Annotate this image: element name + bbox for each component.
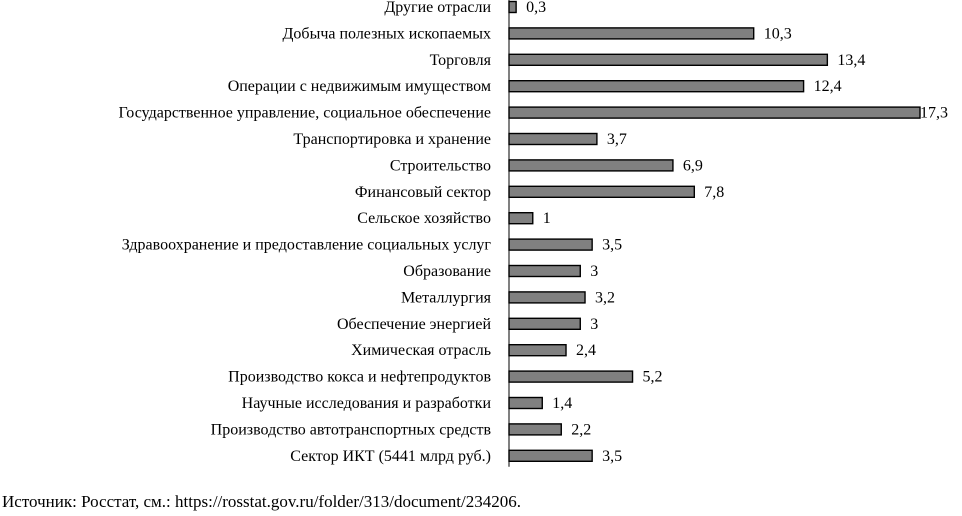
- category-label: Химическая отрасль: [351, 342, 491, 360]
- value-label: 13,4: [837, 51, 866, 69]
- bar: [509, 398, 542, 409]
- category-label: Операции с недвижимым имуществом: [227, 78, 491, 96]
- category-label: Металлургия: [401, 289, 491, 307]
- value-label: 3,2: [595, 289, 616, 307]
- value-labels: [526, 0, 948, 465]
- bars: [509, 2, 920, 462]
- value-label: 3: [590, 315, 599, 333]
- bar: [509, 160, 673, 171]
- category-label: Сектор ИКТ (5441 млрд руб.): [290, 447, 491, 465]
- category-label: Обеспечение энергией: [336, 315, 491, 333]
- bar: [509, 2, 516, 13]
- source-note: Источник: Росстат, см.: https://rosstat.gov.ru/folder/313/document/234206.: [2, 492, 521, 511]
- category-label: Здравоохранение и предоставление социальных услуг: [121, 236, 491, 254]
- value-label: 5,2: [642, 368, 663, 386]
- bar: [509, 424, 561, 435]
- bar: [509, 318, 580, 329]
- bar: [509, 239, 592, 250]
- category-label: Производство автотранспортных средств: [210, 421, 491, 439]
- value-label: 2,4: [576, 342, 597, 360]
- category-label: Другие отрасли: [384, 0, 491, 16]
- category-label: Образование: [403, 263, 491, 280]
- category-label: Транспортировка и хранение: [293, 131, 491, 148]
- category-label: Финансовый сектор: [354, 183, 491, 201]
- bar: [509, 345, 566, 356]
- bar: [509, 292, 585, 303]
- value-label: 6,9: [682, 157, 703, 175]
- category-labels: [118, 0, 491, 465]
- value-label: 1,4: [552, 395, 573, 412]
- value-label: 1: [542, 210, 551, 228]
- value-label: 3,7: [606, 131, 627, 148]
- value-label: 3: [590, 263, 599, 280]
- value-label: 12,4: [813, 78, 842, 96]
- bar: [509, 28, 754, 39]
- category-label: Государственное управление, социальное обеспечение: [118, 104, 491, 122]
- bar: [509, 213, 533, 224]
- value-label: 17,3: [920, 104, 948, 122]
- value-label: 10,3: [763, 25, 792, 43]
- value-label: 7,8: [704, 183, 725, 201]
- bar: [509, 266, 580, 277]
- bar: [509, 371, 633, 382]
- bar: [509, 134, 597, 145]
- category-label: Добыча полезных ископаемых: [282, 25, 491, 43]
- category-label: Сельское хозяйство: [357, 210, 491, 228]
- category-label: Производство кокса и нефтепродуктов: [228, 368, 491, 386]
- category-label: Строительство: [389, 157, 491, 175]
- value-label: 0,3: [526, 0, 547, 16]
- value-label: 3,5: [602, 447, 623, 465]
- bar: [509, 186, 694, 197]
- category-label: Торговля: [429, 51, 491, 69]
- value-label: 2,2: [571, 421, 592, 439]
- category-label: Научные исследования и разработки: [241, 395, 491, 412]
- bar: [509, 81, 804, 92]
- bar: [509, 450, 592, 461]
- value-label: 3,5: [602, 236, 623, 254]
- bar: [509, 54, 827, 65]
- bar: [509, 107, 920, 118]
